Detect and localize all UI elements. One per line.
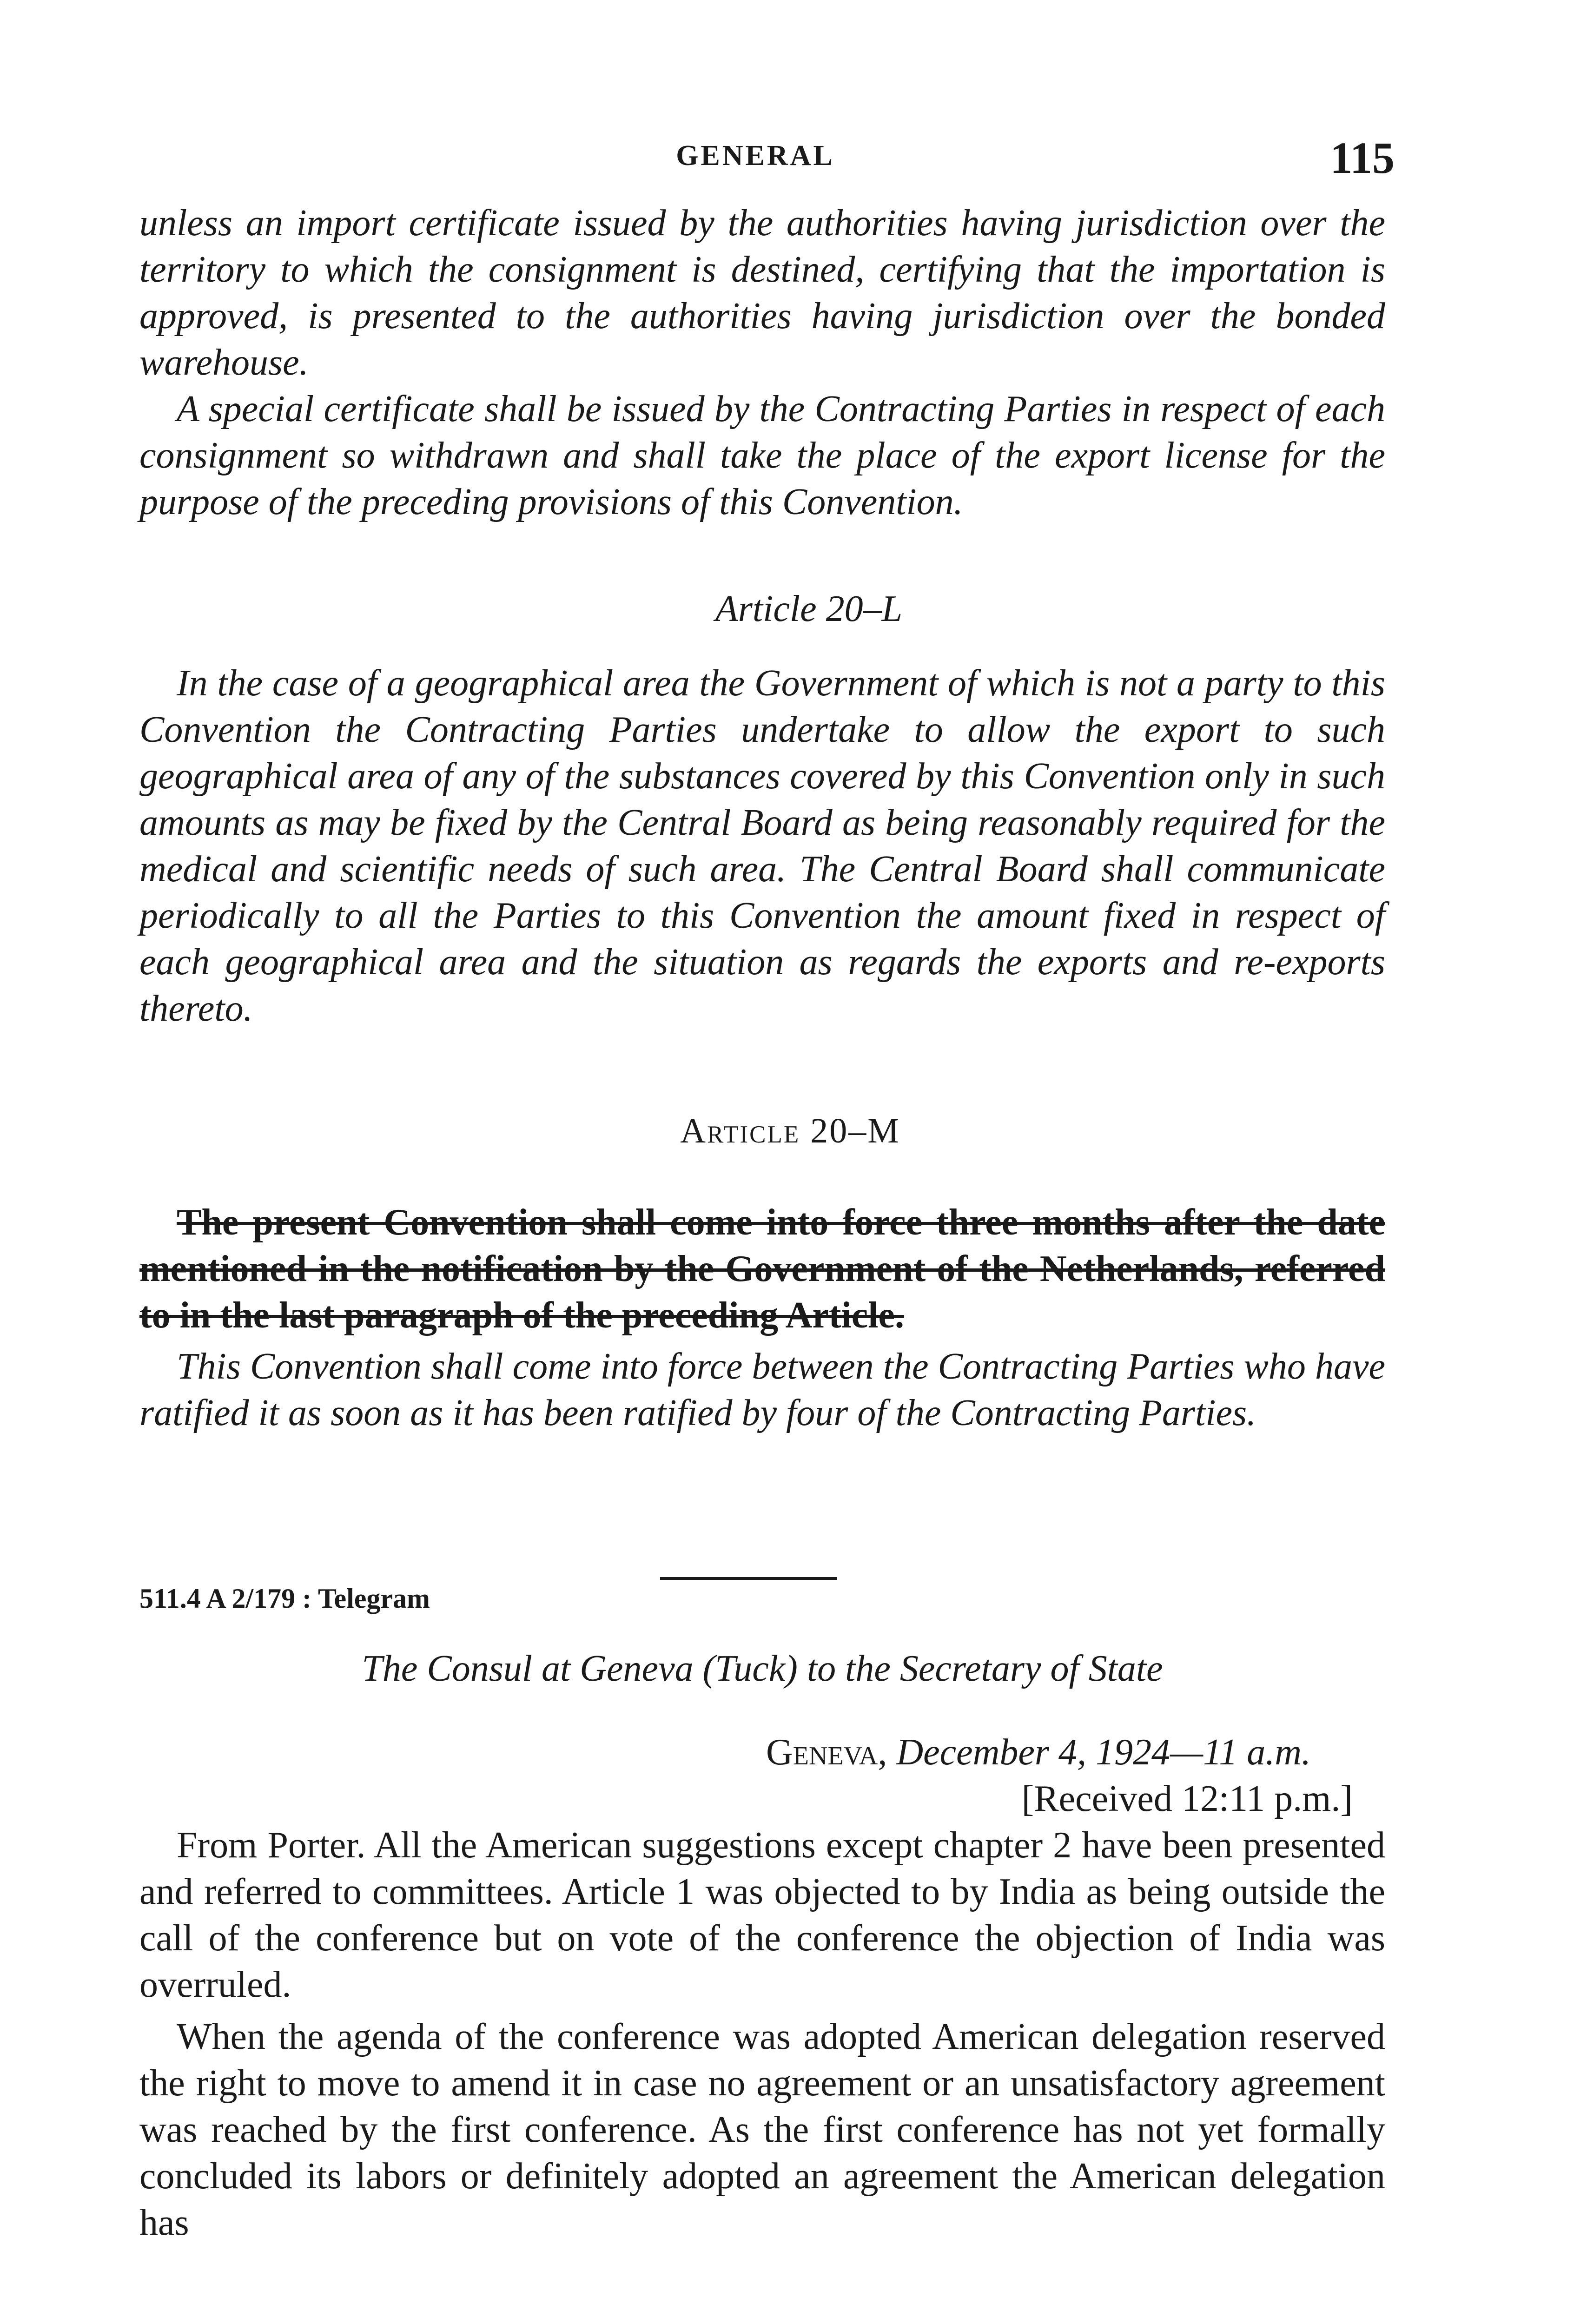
telegram-dateline: Geneva, December 4, 1924—11 a.m. [766, 1732, 1311, 1773]
article-20m-block [139, 1199, 1385, 1436]
paragraph-entry-into-force: This Convention shall come into force between the Contracting Parties who have ratified it as soon as it has been ratified by four of the Contracting Parties. [139, 1346, 1385, 1433]
telegram-paragraph-agenda: When the agenda of the conference was adopted American delegation reserved the right to move to amend it in case no agreement or an unsatisfactory agreement was reached by the first conference. As the first conference has not yet formally concluded its labors or definitely adopted an agreement the American delegation has [139, 2016, 1385, 2243]
article-20m-heading-word: Article [680, 1111, 800, 1150]
page-number: 115 [1330, 133, 1395, 183]
running-head: GENERAL [676, 140, 835, 172]
telegram-block [139, 1645, 1385, 2246]
paragraph-geographical-area: In the case of a geographical area the Government of which is not a party to this Convention the Contracting Parties undertake to allow the export to such geographical area of any of the substances covered by this Convention only in such amounts as may be fixed by the Central Board as being reasonably required for the medical and scientific needs of such area. The Central Board shall communicate periodically to all the Parties to this Convention the amount fixed in respect of each geographical area and the situation as regards the exports and re-exports thereto. [139, 663, 1385, 1029]
article-20l-heading: Article 20–L [715, 588, 903, 629]
telegram-title: The Consul at Geneva (Tuck) to the Secretary of State [362, 1648, 1163, 1689]
article-20m-heading-block [139, 1111, 1385, 1151]
paragraph-struck-out: The present Convention shall come into force three months after the date mentioned in the notification by the Government of the Netherlands, referred to in the last paragraph of the preceding Article. [139, 1202, 1385, 1336]
dateline-date: December 4, 1924—11 a.m. [896, 1732, 1311, 1773]
section-divider [660, 1577, 837, 1580]
convention-text-block [139, 200, 1385, 525]
article-20l-heading-block [139, 586, 1385, 632]
received-time: [Received 12:11 p.m.] [1021, 1778, 1353, 1819]
page-header [139, 135, 1395, 191]
article-20m-heading [139, 1111, 1385, 1151]
article-20l-block [139, 660, 1385, 1032]
dateline-place: Geneva [766, 1732, 878, 1773]
telegram-paragraph-porter: From Porter. All the American suggestions except chapter 2 have been presented and referred to committees. Article 1 was objected to by India as being outside the call of the conference but on vote of the conference the objection of India was overruled. [139, 1825, 1385, 2005]
article-20m-heading-number: 20–M [810, 1111, 900, 1150]
file-reference: 511.4 A 2/179 : Telegram [139, 1583, 430, 1614]
paragraph-special-certificate: A special certificate shall be issued by the Contracting Parties in respect of each consignment so withdrawn and shall take the place of the export license for the purpose of the preceding provisions of this Convention. [139, 389, 1385, 522]
paragraph-import-certificate: unless an import certificate issued by the authorities having jurisdiction over the territory to which the consignment is destined, certifying that the importation is approved, is presented to the authorities having jurisdiction over the bonded warehouse. [139, 203, 1385, 383]
